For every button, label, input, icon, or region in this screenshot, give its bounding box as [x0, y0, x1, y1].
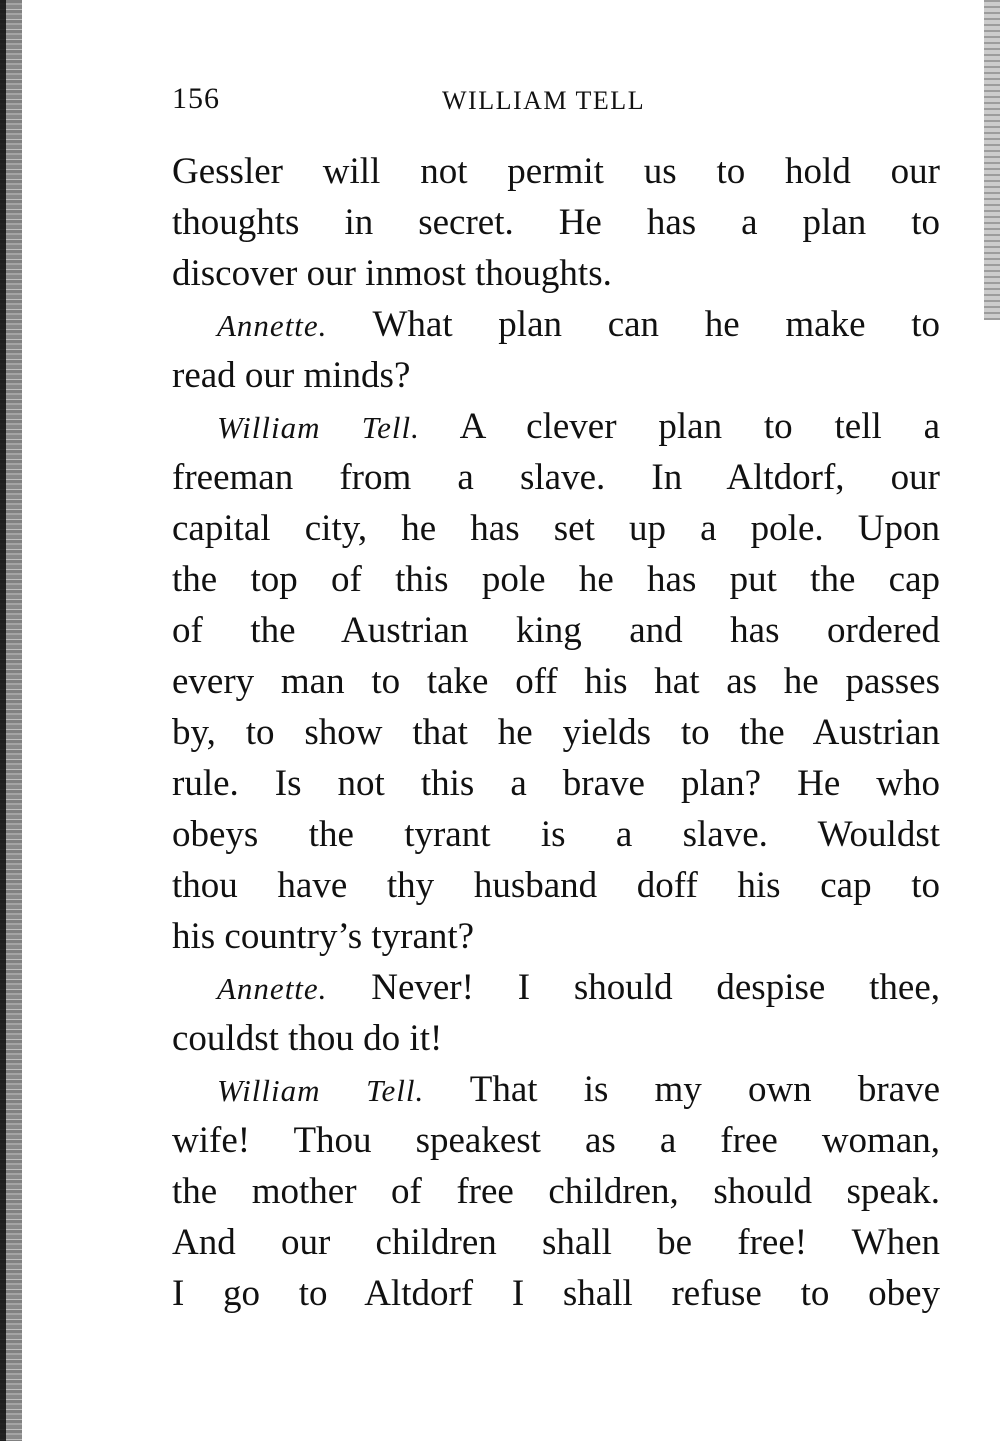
text-line: every man to take off his hat as he passes — [172, 661, 940, 702]
text-line: rule. Is not this a brave plan? He who — [172, 763, 940, 804]
text-line: freeman from a slave. In Altdorf, our — [172, 457, 940, 498]
text-line: by, to show that he yields to the Austrian — [172, 712, 940, 753]
text-line: I go to Altdorf I shall refuse to obey — [172, 1273, 940, 1314]
text-line: thoughts in secret. He has a plan to — [172, 202, 940, 243]
page-number: 156 — [172, 82, 220, 115]
dialogue-text: That is my own brave — [424, 1069, 940, 1110]
text-line: capital city, he has set up a pole. Upon — [172, 508, 940, 549]
text-line: of the Austrian king and has ordered — [172, 610, 940, 651]
dialogue-line — [172, 401, 940, 452]
dialogue-line — [172, 1064, 940, 1115]
text-line: read our minds? — [172, 355, 411, 396]
text-line: couldst thou do it! — [172, 1018, 443, 1059]
text-line: obeys the tyrant is a slave. Wouldst — [172, 814, 940, 855]
text-line: the top of this pole he has put the cap — [172, 559, 940, 600]
text-line: his country’s tyrant? — [172, 916, 475, 957]
dialogue-text: A clever plan to tell a — [419, 406, 940, 447]
speaker-name: Annette. — [217, 971, 328, 1006]
text-line: Gessler will not permit us to hold our — [172, 151, 940, 192]
dialogue-text: Never! I should despise thee, — [327, 967, 940, 1008]
page-edge-right — [984, 0, 1000, 320]
body-text — [172, 146, 940, 1319]
text-line: the mother of free children, should speak. — [172, 1171, 940, 1212]
page-header — [172, 82, 942, 122]
speaker-name: William Tell. — [217, 1073, 425, 1108]
dialogue-line — [172, 299, 940, 350]
text-line: wife! Thou speakest as a free woman, — [172, 1120, 940, 1161]
text-line: thou have thy husband doff his cap to — [172, 865, 940, 906]
binding-edge-dark — [0, 0, 6, 1441]
dialogue-line — [172, 962, 940, 1013]
running-head: WILLIAM TELL — [442, 86, 646, 115]
dialogue-text: What plan can he make to — [327, 304, 940, 345]
text-line: discover our inmost thoughts. — [172, 253, 612, 294]
text-line: And our children shall be free! When — [172, 1222, 940, 1263]
speaker-name: Annette. — [217, 308, 328, 343]
speaker-name: William Tell. — [217, 410, 420, 445]
